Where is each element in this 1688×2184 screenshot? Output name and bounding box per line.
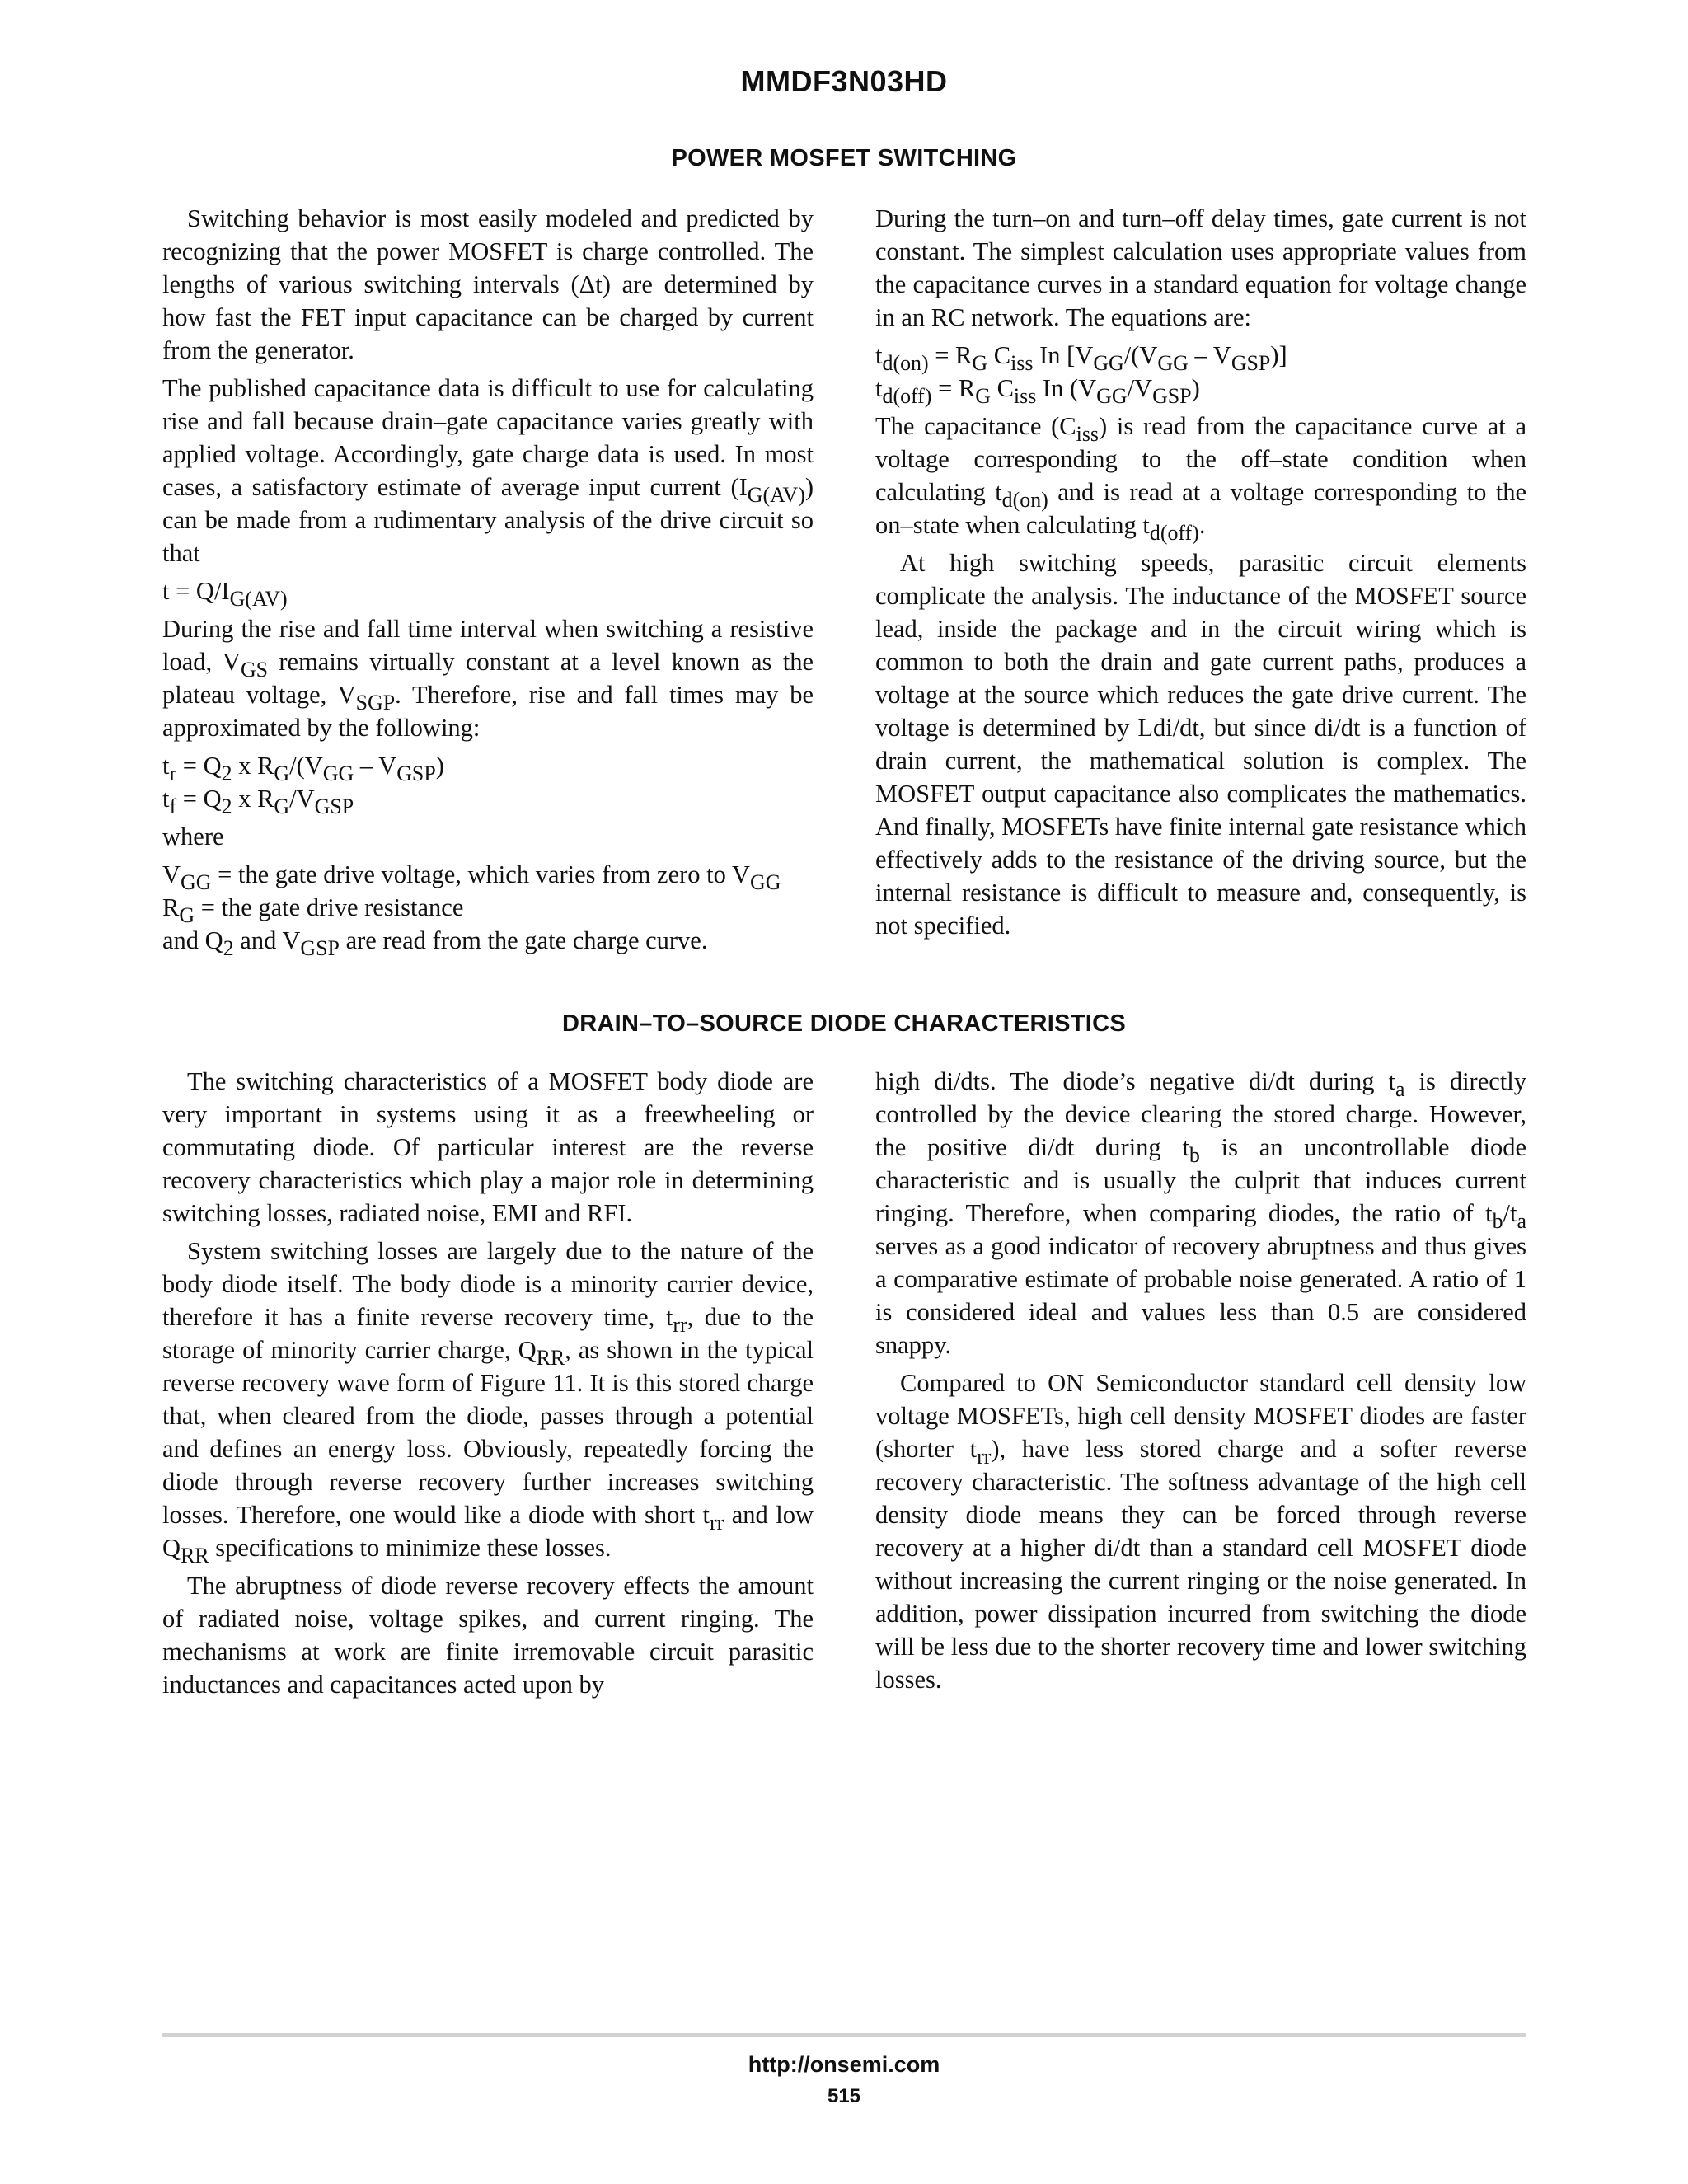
- footer-divider: [162, 2033, 1526, 2037]
- equations-delay: [875, 339, 1526, 408]
- document-part-number: MMDF3N03HD: [740, 64, 948, 98]
- equations-rise-fall: [162, 749, 814, 818]
- section1-right-column: [875, 202, 1526, 947]
- page-number: 515: [827, 2085, 861, 2107]
- paragraph: high di/dts. The diode’s negative di/dt during $t_a$ is directly controlled by the device clearing the stored charge. However, the positive di/dt during $t_b$ is an uncontrollable diode characteristic and is usually the culprit that induces current ringing. Therefore, when comparing diodes, the ratio of $t_b/t_a$ serves as a good indicator of recovery abruptness and thus gives a comparative estimate of probable noise generated. A ratio of 1 is considered ideal and values less than 0.5 are considered snappy.: [875, 1067, 1526, 1359]
- equation-average-current: $t = Q/I_{G(AV)}$: [162, 577, 288, 611]
- paragraph: The published capacitance data is difficult to use for calculating rise and fall because drain–gate capacitance varies greatly with applied voltage. Accordingly, gate charge data is used. In most cases, a satisfactory estimate of average input current $(I_{G(AV)})$ can be made from a rudimentary analysis of the drive circuit so that: [162, 374, 814, 567]
- paragraph: Switching behavior is most easily modeled and predicted by recognizing that the power MOSFET is charge controlled. The lengths of various switching intervals (Δt) are determined by how fast the FET input capacitance can be charged by current from the generator.: [162, 204, 814, 364]
- paragraph: The switching characteristics of a MOSFET body diode are very important in systems using it as a freewheeling or commutating diode. Of particular interest are the reverse recovery characteristics which play a major role in determining switching losses, radiated noise, EMI and RFI.: [162, 1067, 814, 1227]
- definitions: [162, 858, 814, 960]
- section2-left-column: [162, 1065, 814, 1706]
- paragraph: During the rise and fall time interval when switching a resistive load, $V_{GS}$ remains virtually constant at a level known as the plateau voltage, $V_{SGP}$. Therefore, rise and fall times may be approximated by the following:: [162, 615, 814, 742]
- equation-turn-off-delay: $t_{d(off)} = R_G$ $C_{iss}$ In $(V_{GG}/V_{GSP})$: [875, 374, 1200, 408]
- paragraph: System switching losses are largely due to the nature of the body diode itself. The body diode is a minority carrier device, therefore it has a finite reverse recovery time, $t_{rr}$, due to the storage of minority carrier charge, $Q_{RR}$, as shown in the typical reverse recovery wave form of Figure 11. It is this stored charge that, when cleared from the diode, passes through a potential and defines an energy loss. Obviously, repeatedly forcing the diode through reverse recovery further increases switching losses. Therefore, one would like a diode with short $t_{rr}$ and low $Q_{RR}$ specifications to minimize these losses.: [162, 1237, 814, 1568]
- definition-rg: $R_G$ = the gate drive resistance: [162, 893, 464, 927]
- where-label: where: [162, 823, 224, 851]
- paragraph: Compared to ON Semiconductor standard cell density low voltage MOSFETs, high cell density MOSFET diodes are faster (shorter $t_{rr}$), have less stored charge and a softer reverse recovery characteristic. The softness advantage of the high cell density diode means they can be forced through reverse recovery at a higher di/dt than a standard cell MOSFET diode without increasing the current ringing or the noise generated. In addition, power dissipation incurred from switching the diode will be less due to the shorter recovery time and lower switching losses.: [875, 1369, 1526, 1694]
- definition-q2-vgsp: and $Q_2$ and $V_{GSP}$ are read from the gate charge curve.: [162, 926, 708, 960]
- section-heading-diode-characteristics: DRAIN–TO–SOURCE DIODE CHARACTERISTICS: [561, 1010, 1127, 1037]
- paragraph: The capacitance $(C_{iss})$ is read from the capacitance curve at a voltage corresponding to the off–state condition when calculating $t_{d(on)}$ and is read at a voltage corresponding to the on–state when calculating $t_{d(off)}$.: [875, 412, 1526, 545]
- section-heading-power-mosfet-switching: POWER MOSFET SWITCHING: [671, 145, 1017, 171]
- equation-fall-time: $t_f = Q_2$ x $R_G/V_{GSP}$: [162, 785, 354, 818]
- equation-rise-time: $t_r = Q_2$ x $R_G/(V_{GG} - V_{GSP})$: [162, 752, 444, 785]
- paragraph: The abruptness of diode reverse recovery effects the amount of radiated noise, voltage spikes, and current ringing. The mechanisms at work are finite irremovable circuit parasitic inductances and capacitances acted upon by: [162, 1572, 814, 1699]
- paragraph: At high switching speeds, parasitic circuit elements complicate the analysis. The inductance of the MOSFET source lead, inside the package and in the circuit wiring which is common to both the drain and gate current paths, produces a voltage at the source which reduces the gate drive current. The voltage is determined by Ldi/dt, but since di/dt is a function of drain current, the mathematical solution is complex. The MOSFET output capacitance also complicates the mathematics. And finally, MOSFETs have finite internal gate resistance which effectively adds to the resistance of the driving source, but the internal resistance is difficult to measure and, consequently, is not specified.: [875, 549, 1526, 940]
- section1-left-column: [162, 202, 814, 962]
- definition-vgg: $V_{GG}$ = the gate drive voltage, which varies from zero to $V_{GG}$: [162, 860, 781, 894]
- section2-right-column: [875, 1065, 1526, 1701]
- footer-url-link[interactable]: http://onsemi.com: [748, 2052, 940, 2077]
- paragraph: During the turn–on and turn–off delay times, gate current is not constant. The simplest calculation uses appropriate values from the capacitance curves in a standard equation for voltage change in an RC network. The equations are:: [875, 204, 1526, 331]
- equation-turn-on-delay: $t_{d(on)} = R_G$ $C_{iss}$ In $[V_{GG}/(V_{GG} - V_{GSP})]$: [875, 341, 1287, 375]
